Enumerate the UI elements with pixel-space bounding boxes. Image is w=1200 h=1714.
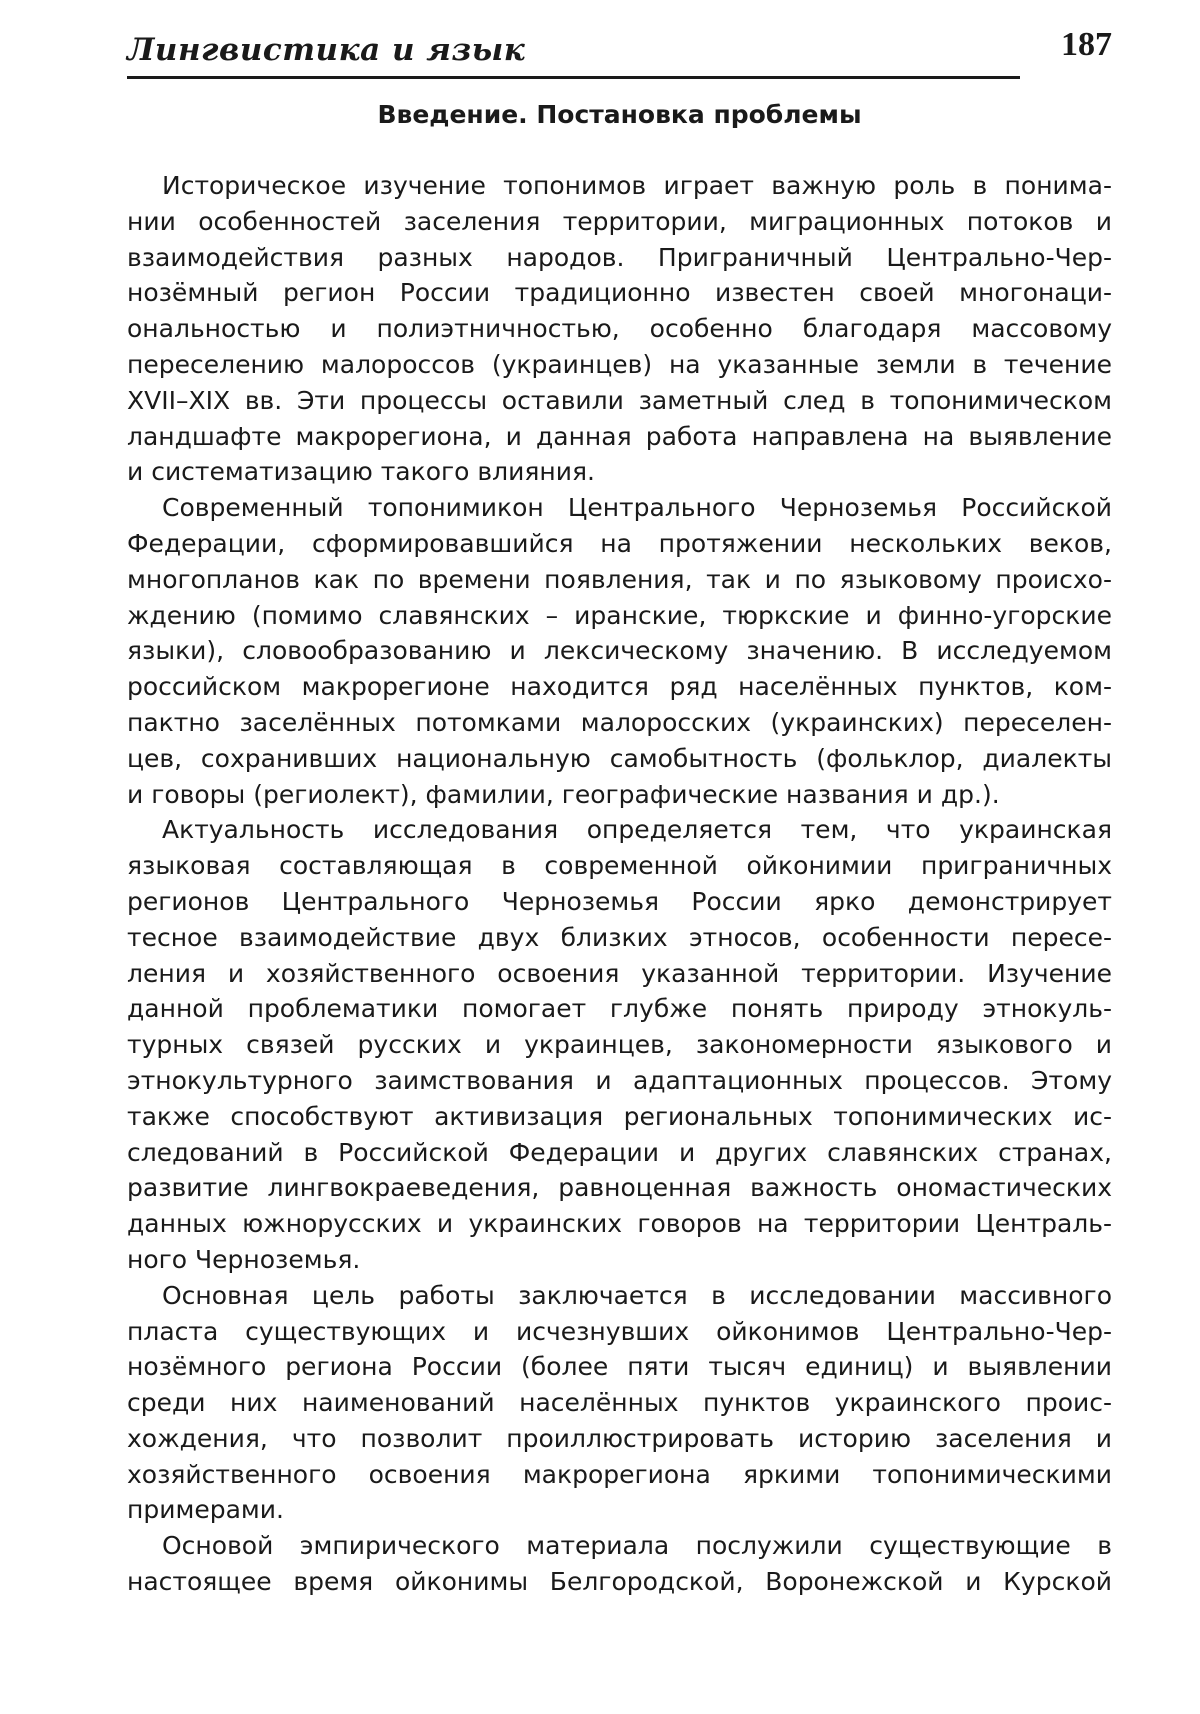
text-line: ждению (помимо славянских – иранские, тюркские и финно-угорские xyxy=(127,600,1112,630)
text-line: Основная цель работы заключается в исследовании массивного xyxy=(162,1280,1112,1310)
text-line: развитие лингвокраеведения, равноценная важность ономастических xyxy=(127,1173,1112,1203)
text-line: Современный топонимикон Центрального Черноземья Российской xyxy=(162,493,1112,523)
text-line: регионов Центрального Черноземья России ярко демонстрирует xyxy=(127,886,1112,916)
text-line: настоящее время ойконимы Белгородской, Воронежской и Курской xyxy=(127,1567,1112,1597)
text-line: языковая составляющая в современной ойконимии приграничных xyxy=(127,851,1112,881)
text-line: следований в Российской Федерации и других славянских странах, xyxy=(127,1137,1112,1167)
text-line: цев, сохранивших национальную самобытность (фольклор, диалекты xyxy=(127,743,1112,773)
paragraph xyxy=(127,168,1112,490)
text-line: этнокультурного заимствования и адаптационных процессов. Этому xyxy=(127,1065,1112,1095)
text-line: также способствуют активизация региональных топонимических ис- xyxy=(127,1101,1112,1131)
text-line: многопланов как по времени появления, так и по языковому происхо- xyxy=(127,564,1112,594)
text-line: хождения, что позволит проиллюстрировать историю заселения и xyxy=(127,1423,1112,1453)
text-line: российском макрорегионе находится ряд населённых пунктов, ком- xyxy=(127,672,1112,702)
text-line: и говоры (региолект), фамилии, географические названия и др.). xyxy=(127,779,1000,809)
text-line: ландшафте макрорегиона, и данная работа направлена на выявление xyxy=(127,421,1112,451)
text-line: пласта существующих и исчезнувших ойконимов Центрально-Чер- xyxy=(127,1316,1112,1346)
text-line: пактно заселённых потомками малоросских (украинских) переселен- xyxy=(127,707,1112,737)
paragraph xyxy=(127,490,1112,812)
body-text xyxy=(127,168,1112,1600)
text-line: Актуальность исследования определяется тем, что украинская xyxy=(162,815,1112,845)
text-line: нозёмного региона России (более пяти тысяч единиц) и выявлении xyxy=(127,1352,1112,1382)
text-line: турных связей русских и украинцев, закономерности языкового и xyxy=(127,1030,1112,1060)
running-title: Лингвистика и язык xyxy=(127,32,526,68)
text-line: хозяйственного освоения макрорегиона яркими топонимическими xyxy=(127,1459,1112,1489)
text-line: Основой эмпирического материала послужили существующие в xyxy=(162,1531,1112,1561)
text-line: нии особенностей заселения территории, миграционных потоков и xyxy=(127,206,1112,236)
text-line: Историческое изучение топонимов играет важную роль в понима- xyxy=(162,171,1112,200)
running-head xyxy=(127,26,1112,78)
text-line: взаимодействия разных народов. Приграничный Центрально-Чер- xyxy=(127,242,1112,272)
text-line: нозёмный регион России традиционно известен своей многонаци- xyxy=(127,278,1112,308)
text-line: ональностью и полиэтничностью, особенно благодаря массовому xyxy=(127,314,1112,344)
text-line: языки), словообразованию и лексическому значению. В исследуемом xyxy=(127,636,1112,666)
text-line: ления и хозяйственного освоения указанной территории. Изучение xyxy=(127,958,1112,988)
text-line: XVII–XIX вв. Эти процессы оставили заметный след в топонимическом xyxy=(127,385,1112,415)
text-line: примерами. xyxy=(127,1495,284,1525)
text-line: данных южнорусских и украинских говоров на территории Централь- xyxy=(127,1209,1112,1239)
header-rule xyxy=(127,76,1020,79)
paragraph xyxy=(127,812,1112,1277)
text-line: ного Черноземья. xyxy=(127,1244,361,1274)
text-line: и систематизацию такого влияния. xyxy=(127,457,595,487)
text-line: данной проблематики помогает глубже понять природу этнокуль- xyxy=(127,994,1112,1024)
text-line: тесное взаимодействие двух близких этносов, особенности пересе- xyxy=(127,922,1112,952)
text-line: переселению малороссов (украинцев) на указанные земли в течение xyxy=(127,349,1112,379)
paragraph xyxy=(127,1528,1112,1600)
text-line: среди них наименований населённых пунктов украинского проис- xyxy=(127,1388,1112,1418)
paragraph xyxy=(127,1278,1112,1529)
section-title: Введение. Постановка проблемы xyxy=(377,100,862,129)
text-line: Федерации, сформировавшийся на протяжении нескольких веков, xyxy=(127,528,1112,558)
page-number: 187 xyxy=(1061,26,1112,63)
